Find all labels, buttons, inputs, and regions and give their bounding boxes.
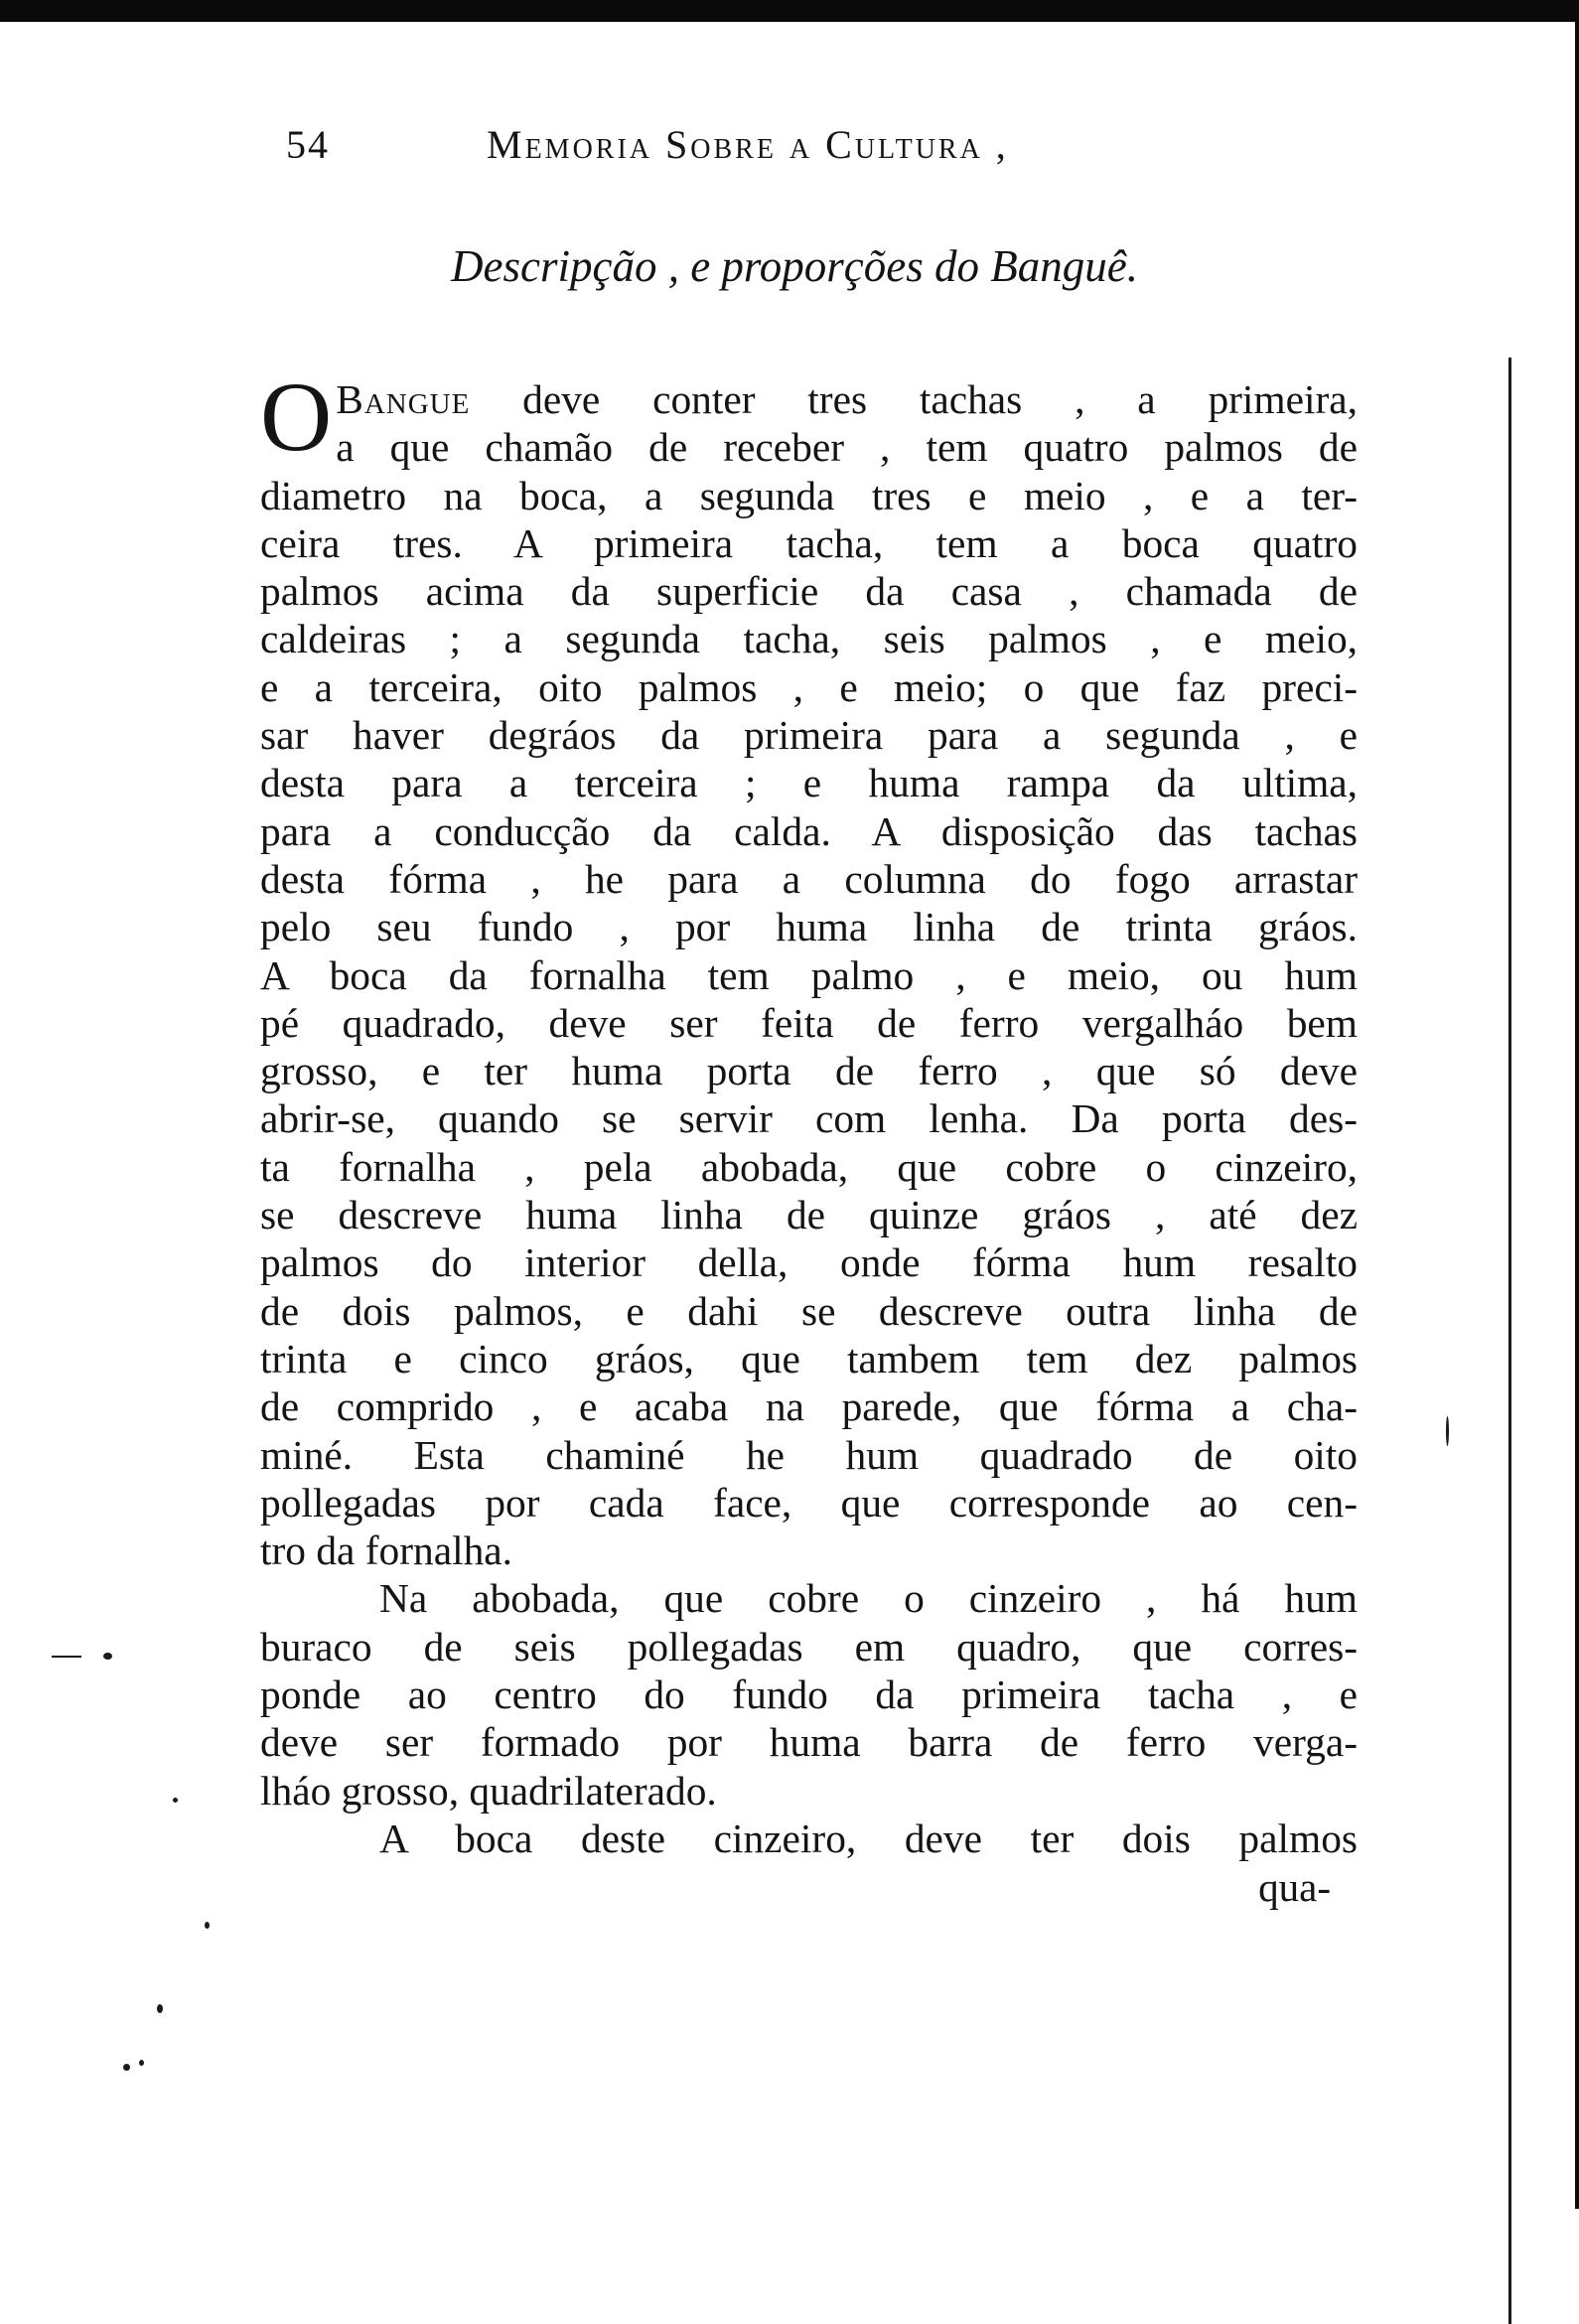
text-line: A boca deste cinzeiro, deve ter dois palmos bbox=[379, 1815, 1358, 1861]
ink-speck bbox=[157, 2004, 163, 2013]
text-line: grosso, e ter huma porta de ferro , que só deve bbox=[260, 1048, 1358, 1094]
text-line: lháo grosso, quadrilaterado. bbox=[260, 1767, 717, 1814]
drop-cap: O bbox=[260, 362, 333, 472]
text-line: ponde ao centro do fundo da primeira tacha , e bbox=[260, 1671, 1358, 1718]
text-line: pollegadas por cada face, que corresponde ao cen- bbox=[260, 1479, 1358, 1525]
page-top-edge bbox=[0, 0, 1579, 22]
text-line: caldeiras ; a segunda tacha, seis palmos , e meio, bbox=[260, 616, 1358, 662]
text-line: palmos do interior della, onde fórma hum resalto bbox=[260, 1239, 1358, 1286]
page-right-edge bbox=[1575, 0, 1579, 2209]
paragraph-2 bbox=[260, 1574, 1358, 1814]
text-line: Na abobada, que cobre o cinzeiro , há hum bbox=[379, 1575, 1358, 1622]
text-line: sar haver degráos da primeira para a segunda , e bbox=[260, 712, 1358, 759]
text-line: buraco de seis pollegadas em quadro, que corres- bbox=[260, 1623, 1358, 1670]
text-line: tro da fornalha. bbox=[260, 1527, 512, 1574]
text-line: Bangue deve conter tres tachas , a primeira, bbox=[336, 376, 1358, 422]
text-line: e a terceira, oito palmos , e meio; o que faz preci- bbox=[260, 663, 1358, 710]
text-line: a que chamão de receber , tem quatro palmos de bbox=[336, 424, 1358, 471]
text-line: miné. Esta chaminé he hum quadrado de oito bbox=[260, 1431, 1358, 1478]
text-line: diametro na boca, a segunda tres e meio , e a ter- bbox=[260, 472, 1358, 518]
running-title: Memoria Sobre a Cultura , bbox=[487, 122, 1009, 167]
section-title: Descripção , e proporções do Banguê. bbox=[451, 241, 1138, 291]
page-header bbox=[278, 121, 1172, 181]
text-line: de comprido , e acaba na parede, que fórma a cha- bbox=[260, 1383, 1358, 1430]
paragraph-1 bbox=[260, 362, 1358, 1574]
ink-speck bbox=[173, 1798, 178, 1803]
ink-speck bbox=[205, 1922, 210, 1929]
ink-speck bbox=[123, 2064, 130, 2071]
body-text bbox=[260, 362, 1358, 1862]
text-line: A boca da fornalha tem palmo , e meio, ou hum bbox=[260, 951, 1358, 998]
text-line: ta fornalha , pela abobada, que cobre o cinzeiro, bbox=[260, 1143, 1358, 1190]
ink-speck bbox=[1446, 1416, 1449, 1446]
text-line: palmos acima da superficie da casa , chamada de bbox=[260, 568, 1358, 615]
text-line: desta fórma , he para a columna do fogo arrastar bbox=[260, 855, 1358, 902]
text-line: trinta e cinco gráos, que tambem tem dez palmos bbox=[260, 1335, 1358, 1381]
text-line: de dois palmos, e dahi se descreve outra linha de bbox=[260, 1287, 1358, 1334]
text-line: desta para a terceira ; e huma rampa da ultima, bbox=[260, 760, 1358, 806]
text-line: se descreve huma linha de quinze gráos , até dez bbox=[260, 1192, 1358, 1238]
text-line: pé quadrado, deve ser feita de ferro vergalháo bem bbox=[260, 999, 1358, 1046]
ink-speck bbox=[139, 2060, 144, 2066]
ink-speck bbox=[52, 1656, 81, 1658]
paragraph-3 bbox=[260, 1815, 1358, 1862]
text-line: para a conducção da calda. A disposição das tachas bbox=[260, 807, 1358, 854]
text-line: ceira tres. A primeira tacha, tem a boca quatro bbox=[260, 519, 1358, 566]
text-line: pelo seu fundo , por huma linha de trinta gráos. bbox=[260, 904, 1358, 950]
facing-page-margin bbox=[1508, 358, 1511, 2324]
text-line: abrir-se, quando se servir com lenha. Da porta des- bbox=[260, 1095, 1358, 1142]
text-line: deve ser formado por huma barra de ferro verga- bbox=[260, 1719, 1358, 1766]
first-word: Bangue bbox=[336, 376, 471, 422]
ink-speck bbox=[103, 1653, 112, 1660]
catchword: qua- bbox=[1258, 1864, 1331, 1910]
page-number: 54 bbox=[286, 122, 330, 167]
